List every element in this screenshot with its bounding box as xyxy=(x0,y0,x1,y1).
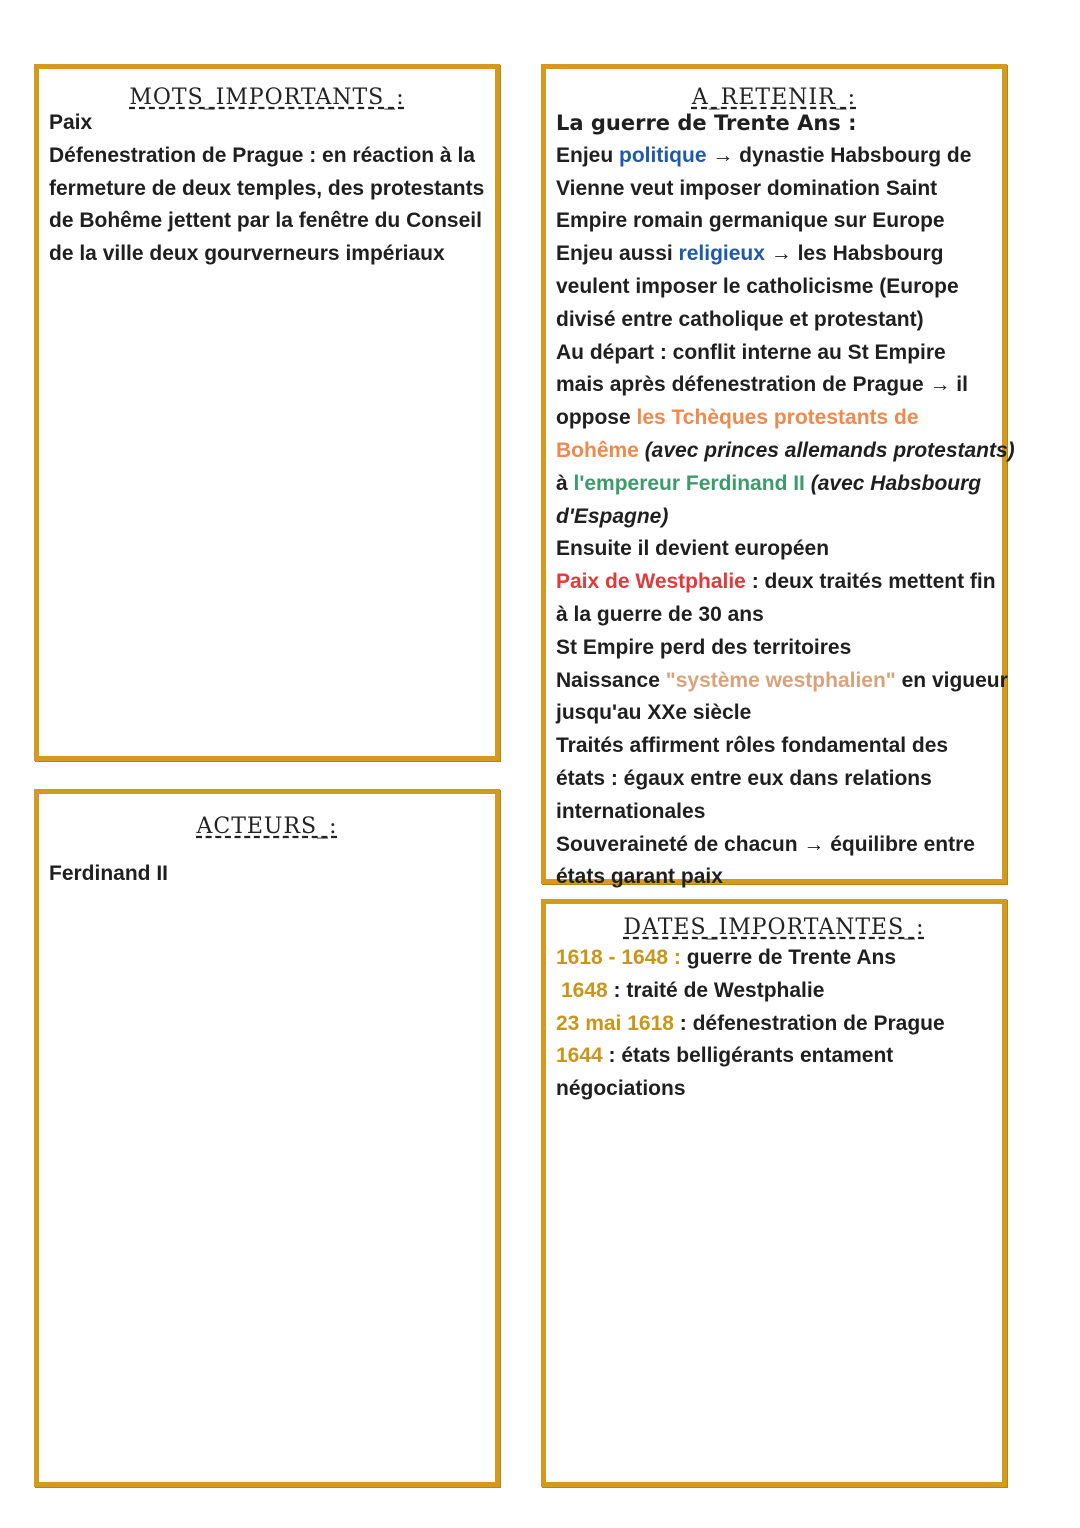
retenir-line: Bohême (avec princes allemands protestants) xyxy=(556,438,1015,462)
retenir-line: internationales xyxy=(556,799,706,823)
retenir-line: Vienne veut imposer domination Saint xyxy=(556,176,938,200)
acteurs-card xyxy=(34,789,500,1487)
mots-line: Paix xyxy=(49,111,93,134)
retenir-line: Souveraineté de chacun → équilibre entre xyxy=(556,832,975,856)
retenir-line: Enjeu aussi religieux → les Habsbourg xyxy=(556,242,944,266)
retenir-line: oppose les Tchèques protestants de xyxy=(556,406,919,430)
retenir-line: St Empire perd des territoires xyxy=(556,635,852,659)
acteurs-title: ACTEURS_: xyxy=(196,814,338,839)
retenir-line: à la guerre de 30 ans xyxy=(556,602,764,626)
acteurs-body xyxy=(49,858,487,891)
retenir-line: Ensuite il devient européen xyxy=(556,537,830,561)
mots-line: de la ville deux gourverneurs impériaux xyxy=(49,242,445,266)
mots-line: de Bohême jettent par la fenêtre du Conseil xyxy=(49,209,482,233)
retenir-line: divisé entre catholique et protestant) xyxy=(556,307,924,331)
mots-importants-title: MOTS_IMPORTANTS_: xyxy=(129,85,405,110)
retenir-line: Au départ : conflit interne au St Empire xyxy=(556,340,946,364)
date-line: 1618 - 1648 : guerre de Trente Ans xyxy=(556,946,897,969)
retenir-line: d'Espagne) xyxy=(556,504,669,528)
date-line: 1648 : traité de Westphalie xyxy=(561,978,825,1002)
retenir-line: Enjeu politique → dynastie Habsbourg de xyxy=(556,143,972,167)
dates-importantes-title: DATES_IMPORTANTES_: xyxy=(623,915,925,940)
retenir-line: Empire romain germanique sur Europe xyxy=(556,209,945,233)
dates-importantes-body xyxy=(556,942,994,1106)
retenir-line: à l'empereur Ferdinand II (avec Habsbourg xyxy=(556,471,982,495)
mots-line: Défenestration de Prague : en réaction à la xyxy=(49,143,475,167)
dates-importantes-card xyxy=(541,899,1007,1487)
retenir-line: états garant paix xyxy=(556,865,723,889)
retenir-line: veulent imposer le catholicisme (Europe xyxy=(556,274,959,298)
retenir-line: Paix de Westphalie : deux traités mettent fin xyxy=(556,570,996,594)
a-retenir-heading: La guerre de Trente Ans : xyxy=(556,111,857,135)
date-line: 23 mai 1618 : défenestration de Prague xyxy=(556,1011,945,1035)
mots-importants-card xyxy=(34,64,500,761)
retenir-line: jusqu'au XXe siècle xyxy=(556,701,752,725)
date-line: négociations xyxy=(556,1077,686,1101)
mots-line: fermeture de deux temples, des protestants xyxy=(49,176,485,200)
retenir-line: Traités affirment rôles fondamental des xyxy=(556,734,949,758)
mots-importants-body xyxy=(49,107,487,271)
acteurs-item: Ferdinand II xyxy=(49,862,169,885)
date-line: 1644 : états belligérants entament xyxy=(556,1044,894,1068)
retenir-line: états : égaux entre eux dans relations xyxy=(556,766,932,790)
a-retenir-title: A_RETENIR_: xyxy=(691,85,857,110)
a-retenir-card xyxy=(541,64,1015,889)
retenir-line: mais après défenestration de Prague → il xyxy=(556,373,968,397)
a-retenir-body xyxy=(556,107,1015,894)
retenir-line: Naissance "système westphalien" en vigueur xyxy=(556,668,1008,692)
